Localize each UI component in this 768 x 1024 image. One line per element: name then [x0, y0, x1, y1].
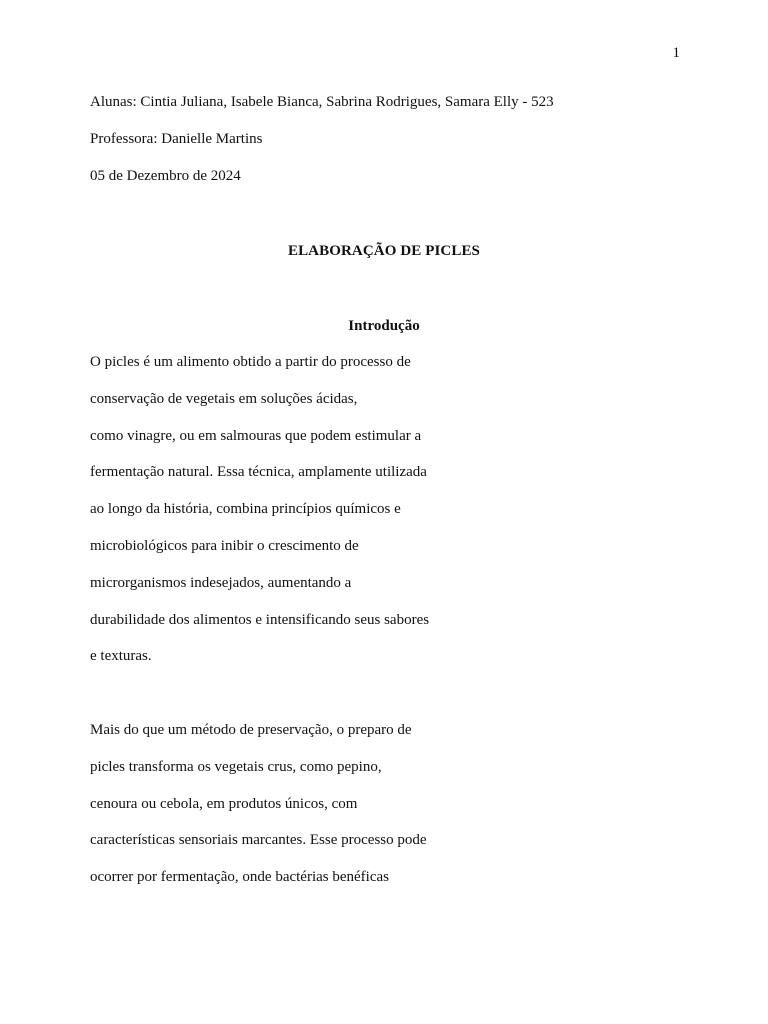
text-line: cenoura ou cebola, em produtos únicos, com: [90, 795, 358, 812]
students-line: Alunas: Cintia Juliana, Isabele Bianca, Sabrina Rodrigues, Samara Elly - 523: [90, 94, 554, 110]
paragraph-1: [90, 353, 690, 684]
text-line: ocorrer por fermentação, onde bactérias benéficas: [90, 869, 389, 886]
teacher-line: Professora: Danielle Martins: [90, 131, 263, 147]
page-number: 1: [672, 45, 680, 61]
text-line: Mais do que um método de preservação, o preparo de: [90, 721, 412, 738]
text-line: fermentação natural. Essa técnica, amplamente utilizada: [90, 464, 427, 481]
section-body: [90, 353, 690, 905]
text-line: microbiológicos para inibir o crescimento de: [90, 537, 359, 554]
section-heading: Introdução: [348, 318, 420, 334]
document-header: [90, 93, 690, 204]
text-line: características sensoriais marcantes. Esse processo pode: [90, 832, 427, 849]
text-line: ao longo da história, combina princípios químicos e: [90, 501, 401, 518]
paragraph-2: [90, 721, 690, 905]
text-line: e texturas.: [90, 648, 152, 665]
text-line: microrganismos indesejados, aumentando a: [90, 574, 352, 591]
paragraph-gap: [90, 684, 690, 721]
text-line: picles transforma os vegetais crus, como pepino,: [90, 758, 382, 775]
date-line: 05 de Dezembro de 2024: [90, 168, 241, 184]
text-line: O picles é um alimento obtido a partir do processo de: [90, 354, 411, 370]
document-title: ELABORAÇÃO DE PICLES: [287, 243, 481, 259]
text-line: conservação de vegetais em soluções ácidas,: [90, 390, 358, 407]
text-line: durabilidade dos alimentos e intensificando seus sabores: [90, 611, 430, 628]
text-line: como vinagre, ou em salmouras que podem estimular a: [90, 427, 422, 444]
